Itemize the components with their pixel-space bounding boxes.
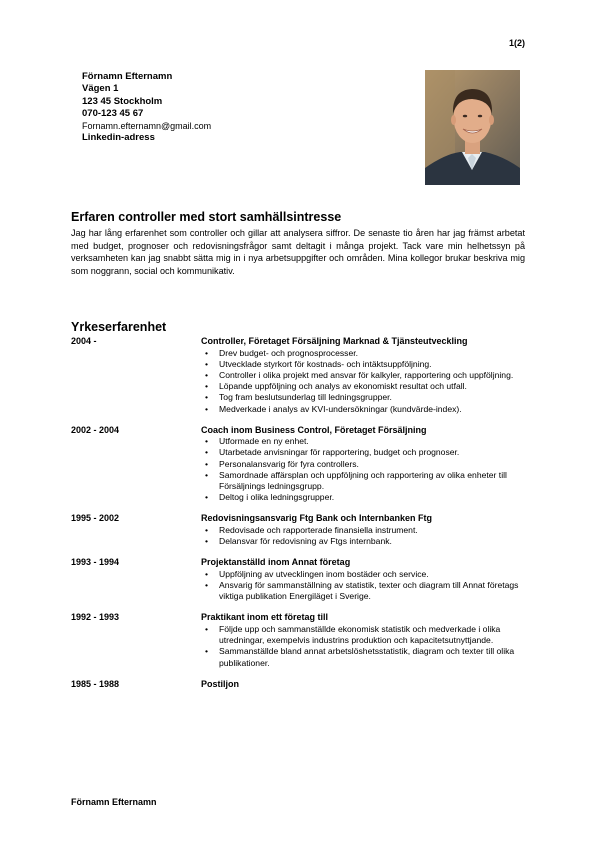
job-bullet-text: Följde upp och sammanställde ekonomisk statistik och medverkade i olika utredningar, exempelvis industrins produktion och kapacitetsutnyttjande. — [219, 623, 501, 646]
job-entry — [71, 425, 531, 504]
job-bullet — [201, 580, 531, 602]
job-bullet-text: Sammanställde bland annat arbetslöshetsstatistik, diagram och texter till olika publikationer. — [219, 646, 515, 668]
job-bullet — [201, 381, 531, 392]
job-title: Coach inom Business Control, Företaget Försäljning — [201, 424, 427, 435]
job-bullet — [201, 624, 531, 646]
bullet-icon: • — [205, 469, 209, 480]
job-bullet-text: Uppföljning av utvecklingen inom bostäder och service. — [219, 568, 429, 579]
job-bullet-text: Ansvarig för sammanställning av statistik, texter och diagram till Annat företags viktiga publikation Energiläget i Sverige. — [219, 580, 519, 602]
job-bullet — [201, 436, 531, 447]
job-period: 1985 - 1988 — [71, 678, 120, 689]
bullet-icon: • — [205, 447, 209, 458]
job-bullet — [201, 404, 531, 415]
job-period: 1995 - 2002 — [71, 513, 120, 524]
job-entry — [71, 557, 531, 602]
experience-list — [71, 336, 531, 690]
job-bullet — [201, 525, 531, 536]
job-bullet — [201, 392, 531, 403]
job-title: Redovisningsansvarig Ftg Bank och Internbanken Ftg — [201, 513, 433, 524]
bullet-icon: • — [205, 392, 209, 403]
job-period: 1992 - 1993 — [71, 612, 120, 623]
job-period: 2002 - 2004 — [71, 424, 120, 435]
job-bullet-text: Deltog i olika ledningsgrupper. — [219, 492, 335, 503]
profile-summary: Jag har lång erfarenhet som controller och gillar att analysera siffror. De senaste tio åren har jag främst arbetat med budget, prognoser och redovisningsfrågor samt deltagit i många projekt. Tack vare min helhetssyn på verksamheten kan jag snabbt sätta mig in i nya arbetsuppgifter och områden. Mina kollegor brukar beskriva mig som noggrann, social och kommunikativ. — [71, 228, 525, 276]
job-bullet-list — [201, 624, 531, 669]
job-title: Praktikant inom ett företag till — [201, 612, 329, 623]
job-title: Projektanställd inom Annat företag — [201, 557, 351, 568]
contact-street: Vägen 1 — [82, 83, 119, 95]
job-bullet-text: Utformade en ny enhet. — [219, 436, 309, 447]
job-bullet-text: Utvecklade styrkort för kostnads- och intäktsuppföljning. — [219, 358, 432, 369]
job-bullet — [201, 492, 531, 503]
job-entry — [71, 513, 531, 547]
job-bullet-text: Personalansvarig för fyra controllers. — [219, 458, 359, 469]
page-number: 1(2) — [508, 38, 525, 48]
job-content — [201, 513, 531, 547]
profile-photo — [425, 70, 520, 185]
contact-phone: 070-123 45 67 — [82, 107, 144, 119]
job-content — [201, 612, 531, 668]
job-bullet-text: Löpande uppföljning och analys av ekonomiskt resultat och utfall. — [219, 381, 467, 392]
job-bullet-list — [201, 348, 531, 415]
job-bullet — [201, 569, 531, 580]
job-bullet-text: Samordnade affärsplan och uppföljning och rapportering av olika enheter till Försäljnings ledningsgrupp. — [219, 469, 507, 492]
experience-section-title: Yrkeserfarenhet — [71, 320, 167, 334]
job-entry — [71, 336, 531, 415]
bullet-icon: • — [205, 369, 209, 380]
job-title: Postiljon — [201, 678, 239, 689]
contact-email: Fornamn.efternamn@gmail.com — [82, 121, 212, 132]
job-entry — [71, 679, 531, 691]
bullet-icon: • — [205, 381, 209, 392]
job-bullet-text: Tog fram beslutsunderlag till ledningsgrupper. — [219, 392, 392, 403]
job-bullet — [201, 646, 531, 668]
job-period: 2004 - — [71, 336, 97, 346]
bullet-icon: • — [205, 646, 209, 657]
job-bullet-text: Controller i olika projekt med ansvar för kalkyler, rapportering och uppföljning. — [219, 369, 514, 380]
bullet-icon: • — [205, 436, 209, 447]
job-period: 1993 - 1994 — [71, 557, 120, 568]
job-content — [201, 336, 531, 415]
job-title: Controller, Företaget Försäljning Marknad & Tjänsteutveckling — [201, 336, 468, 346]
job-bullet-list — [201, 569, 531, 603]
bullet-icon: • — [205, 458, 209, 469]
job-bullet — [201, 470, 531, 492]
job-bullet — [201, 536, 531, 547]
contact-block — [82, 71, 211, 145]
job-bullet — [201, 459, 531, 470]
cv-headline: Erfaren controller med stort samhällsintresse — [71, 210, 342, 224]
contact-name: Förnamn Efternamn — [82, 71, 173, 82]
job-bullet-list — [201, 436, 531, 503]
job-bullet-text: Utarbetade anvisningar för rapportering, budget och prognoser. — [219, 447, 460, 458]
job-bullet — [201, 370, 531, 381]
job-content — [201, 425, 531, 504]
job-bullet-list — [201, 525, 531, 547]
job-bullet — [201, 348, 531, 359]
job-bullet-text: Delansvar för redovisning av Ftgs internbank. — [219, 536, 392, 547]
bullet-icon: • — [205, 492, 209, 503]
job-bullet-text: Medverkade i analys av KVI-undersökningar (kundvärde-index). — [219, 403, 462, 414]
job-bullet — [201, 447, 531, 458]
contact-city: 123 45 Stockholm — [82, 95, 163, 107]
bullet-icon: • — [205, 536, 209, 547]
job-bullet — [201, 359, 531, 370]
bullet-icon: • — [205, 623, 209, 634]
bullet-icon: • — [205, 524, 209, 535]
bullet-icon: • — [205, 403, 209, 414]
bullet-icon: • — [205, 580, 209, 591]
bullet-icon: • — [205, 358, 209, 369]
job-bullet-text: Redovisade och rapporterade finansiella instrument. — [219, 524, 418, 535]
job-bullet-text: Drev budget- och prognosprocesser. — [219, 347, 359, 358]
contact-linkedin: Linkedin-adress — [82, 132, 155, 144]
bullet-icon: • — [205, 568, 209, 579]
job-entry — [71, 612, 531, 668]
job-content — [201, 557, 531, 602]
job-content — [201, 679, 531, 691]
footer-name: Förnamn Efternamn — [71, 797, 157, 807]
bullet-icon: • — [205, 347, 209, 358]
